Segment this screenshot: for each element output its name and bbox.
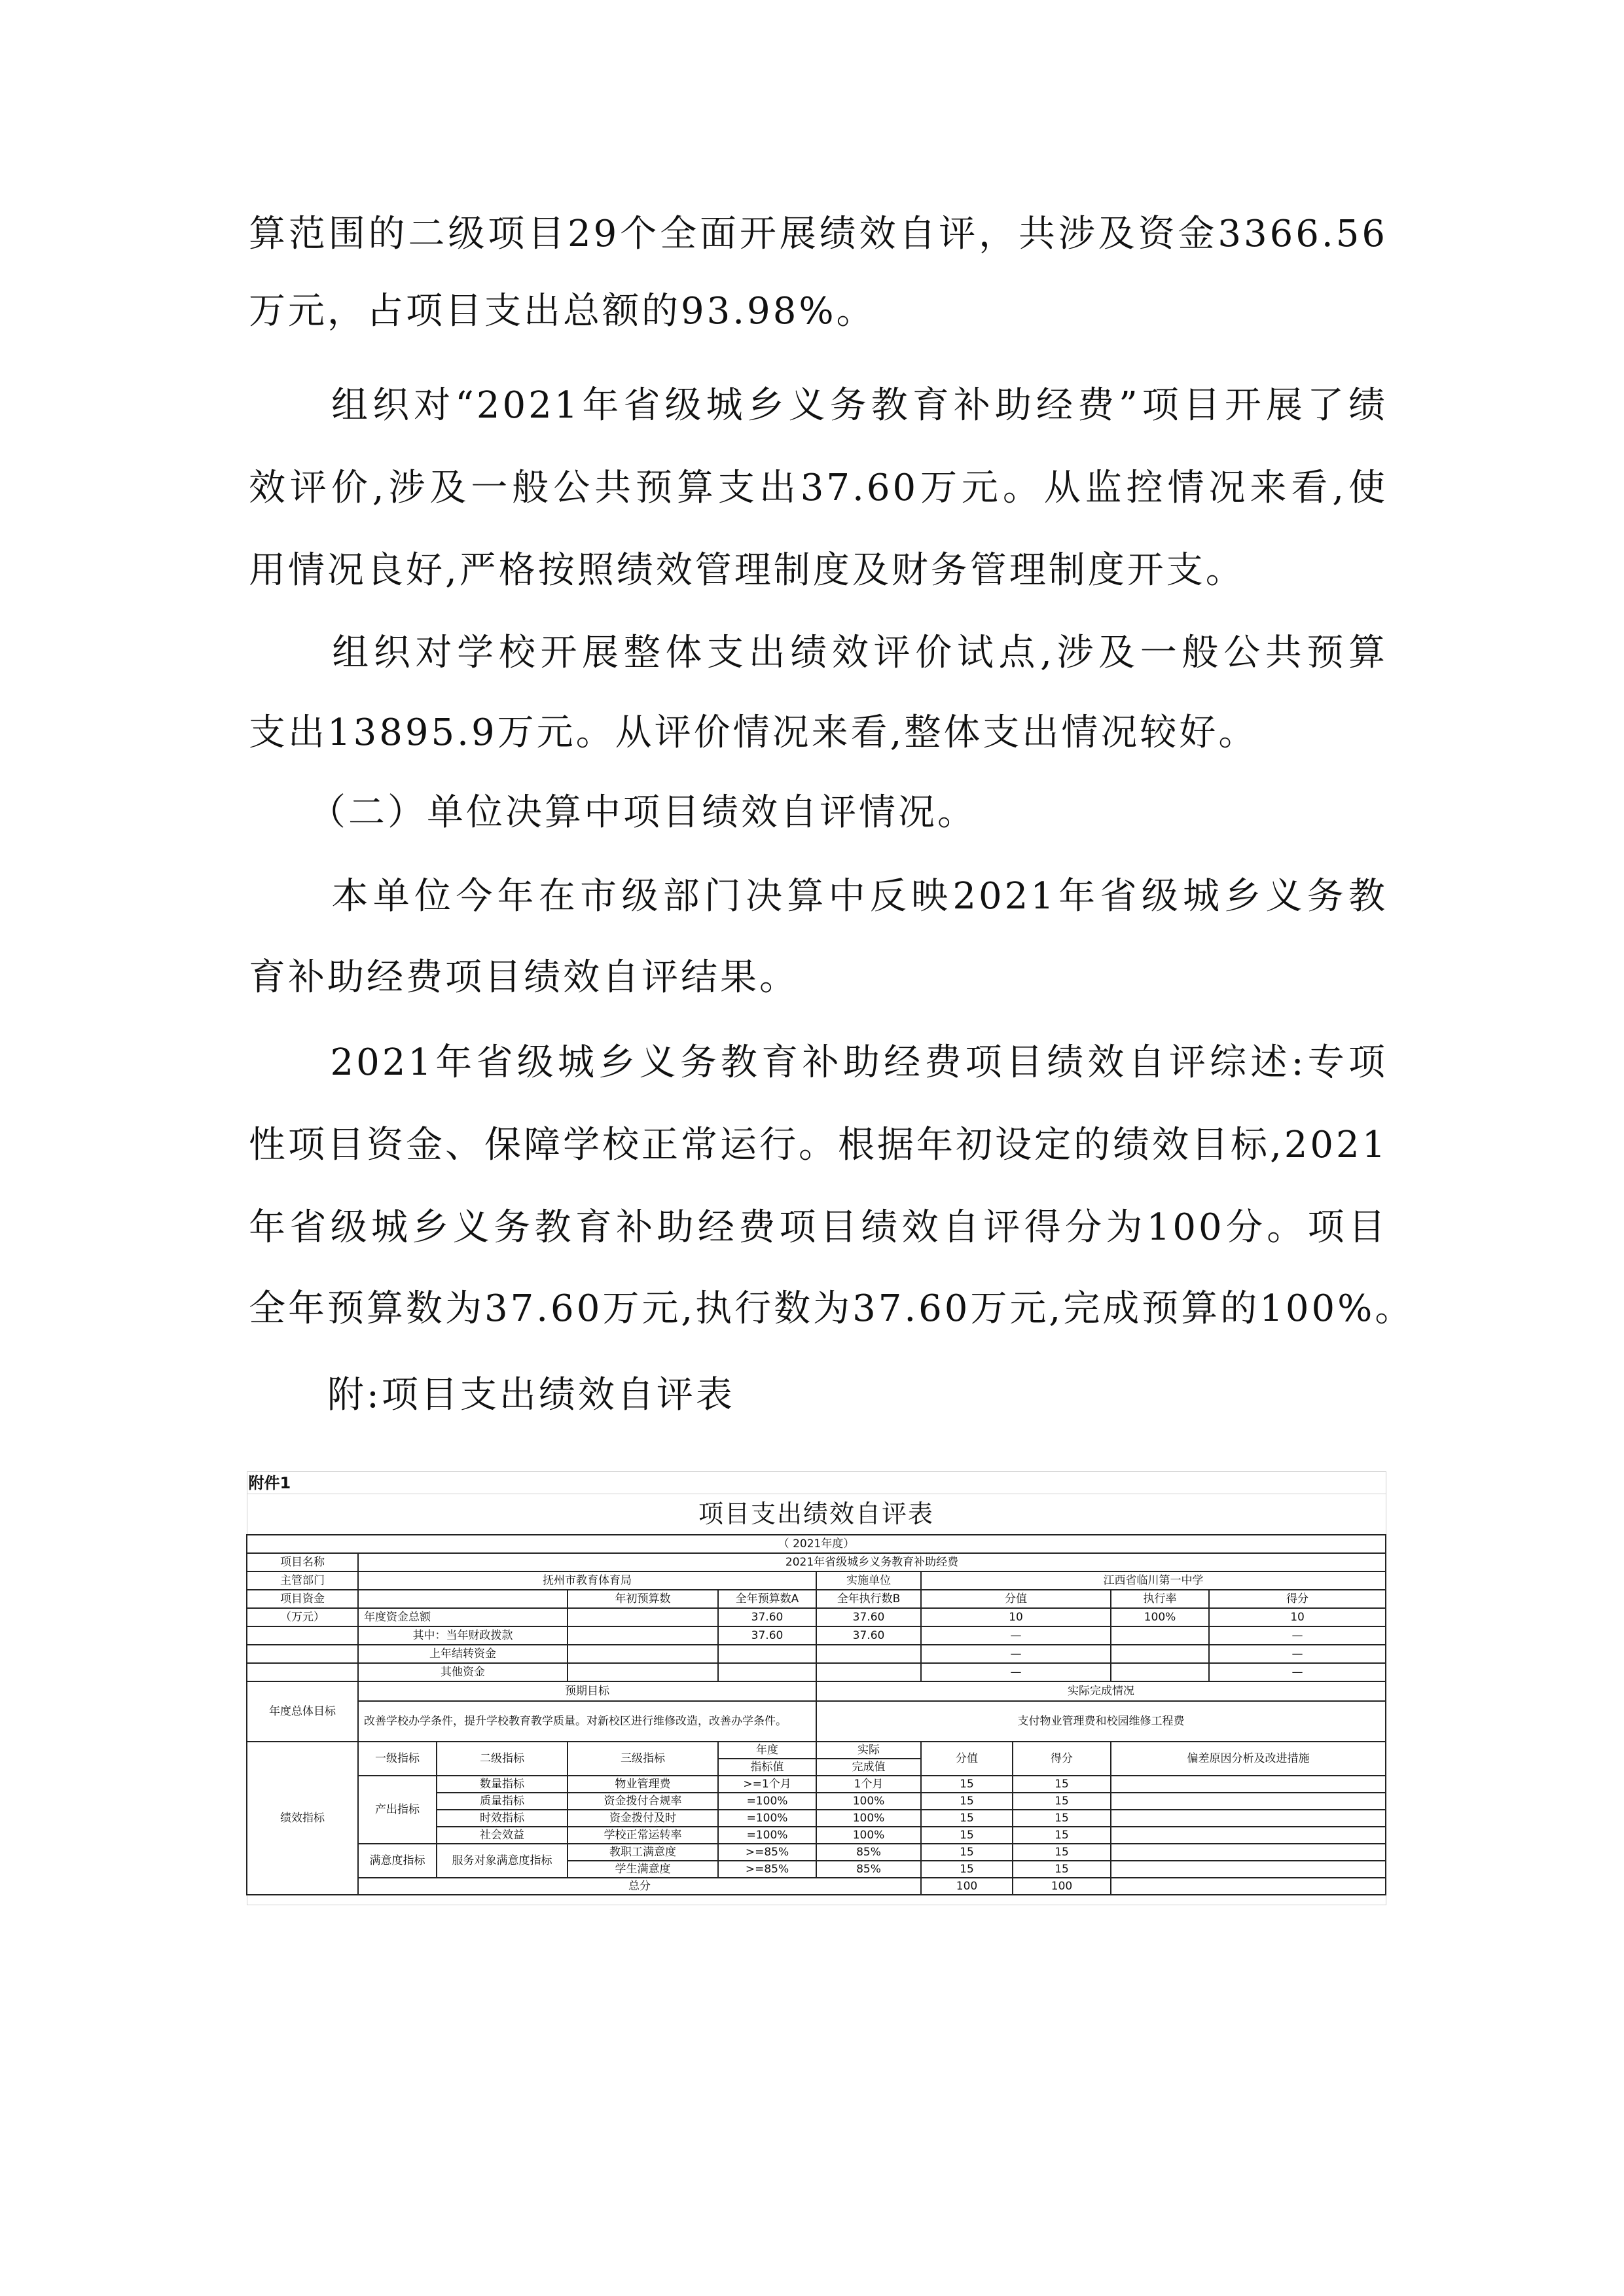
actual-completion: 支付物业管理费和校园维修工程费 bbox=[816, 1701, 1386, 1742]
header-level1: 一级指标 bbox=[358, 1742, 437, 1776]
table-title: 项目支出绩效自评表 bbox=[247, 1494, 1386, 1535]
fund-full-exec bbox=[816, 1645, 921, 1663]
indicator-target: >=85% bbox=[718, 1844, 816, 1861]
indicator-level3: 资金拨付合规率 bbox=[568, 1793, 718, 1810]
dept-value: 抚州市教育体育局 bbox=[358, 1571, 816, 1590]
indicator-level2: 时效指标 bbox=[437, 1810, 568, 1827]
indicator-actual: 100% bbox=[816, 1810, 921, 1827]
header-score: 得分 bbox=[1013, 1742, 1111, 1776]
indicator-score: 15 bbox=[1013, 1844, 1111, 1861]
project-name-value: 2021年省级城乡义务教育补助经费 bbox=[358, 1553, 1386, 1571]
fund-exec-rate bbox=[1111, 1663, 1209, 1681]
indicator-target: =100% bbox=[718, 1827, 816, 1844]
col-initial-budget: 年初预算数 bbox=[568, 1590, 718, 1608]
total-score: 100 bbox=[1013, 1878, 1111, 1895]
paragraph-line: 效评价,涉及一般公共预算支出37.60万元。从监控情况来看,使 bbox=[249, 467, 1388, 509]
indicator-actual: 100% bbox=[816, 1827, 921, 1844]
paragraph-line: 年省级城乡义务教育补助经费项目绩效自评得分为100分。项目 bbox=[249, 1206, 1388, 1249]
paragraph-line: 万元，占项目支出总额的93.98%。 bbox=[249, 290, 876, 332]
header-level2: 二级指标 bbox=[437, 1742, 568, 1776]
paragraph-line: 2021年省级城乡义务教育补助经费项目绩效自评综述:专项 bbox=[249, 1041, 1388, 1084]
funds-label: 项目资金 bbox=[247, 1590, 358, 1608]
fund-exec-rate: 100% bbox=[1111, 1608, 1209, 1626]
indicator-score: 15 bbox=[1013, 1827, 1111, 1844]
indicator-level3: 学校正常运转率 bbox=[568, 1827, 718, 1844]
fund-full-exec: 37.60 bbox=[816, 1608, 921, 1626]
dept-label: 主管部门 bbox=[247, 1571, 358, 1590]
fund-score: — bbox=[1209, 1663, 1386, 1681]
fund-score: — bbox=[1209, 1645, 1386, 1663]
indicator-score-value: 15 bbox=[921, 1776, 1013, 1793]
header-target-1: 年度 bbox=[718, 1742, 816, 1759]
col-score-value: 分值 bbox=[921, 1590, 1111, 1608]
indicator-score-value: 15 bbox=[921, 1844, 1013, 1861]
fund-full-budget bbox=[718, 1645, 816, 1663]
fund-row-label: 年度资金总额 bbox=[358, 1608, 568, 1626]
actual-label: 实际完成情况 bbox=[816, 1681, 1386, 1701]
indicator-score: 15 bbox=[1013, 1793, 1111, 1810]
paragraph-line: 附:项目支出绩效自评表 bbox=[249, 1374, 735, 1416]
paragraph-line: 本单位今年在市级部门决算中反映2021年省级城乡义务教 bbox=[249, 875, 1388, 918]
fund-full-budget: 37.60 bbox=[718, 1626, 816, 1645]
paragraph-line: 支出13895.9万元。从评价情况来看,整体支出情况较好。 bbox=[249, 711, 1258, 754]
indicator-target: >=1个月 bbox=[718, 1776, 816, 1793]
fund-score: 10 bbox=[1209, 1608, 1386, 1626]
indicator-score-value: 15 bbox=[921, 1793, 1013, 1810]
indicator-level3: 教职工满意度 bbox=[568, 1844, 718, 1861]
header-level3: 三级指标 bbox=[568, 1742, 718, 1776]
col-exec-rate: 执行率 bbox=[1111, 1590, 1209, 1608]
impl-unit-label: 实施单位 bbox=[816, 1571, 921, 1590]
indicator-target: =100% bbox=[718, 1810, 816, 1827]
indicator-score: 15 bbox=[1013, 1810, 1111, 1827]
impl-unit-value: 江西省临川第一中学 bbox=[921, 1571, 1386, 1590]
fund-score-value: — bbox=[921, 1626, 1111, 1645]
total-label: 总分 bbox=[358, 1878, 921, 1895]
expected-goal: 改善学校办学条件，提升学校教育教学质量。对新校区进行维修改造，改善办学条件。 bbox=[358, 1701, 816, 1742]
fund-initial bbox=[568, 1663, 718, 1681]
service-satisfaction-label: 服务对象满意度指标 bbox=[437, 1844, 568, 1878]
col-score: 得分 bbox=[1209, 1590, 1386, 1608]
indicator-level3: 资金拨付及时 bbox=[568, 1810, 718, 1827]
indicator-target: =100% bbox=[718, 1793, 816, 1810]
paragraph-line: 育补助经费项目绩效自评结果。 bbox=[249, 956, 799, 999]
header-actual-1: 实际 bbox=[816, 1742, 921, 1759]
indicator-target: >=85% bbox=[718, 1861, 816, 1878]
performance-self-evaluation-table bbox=[246, 1471, 1385, 2015]
fund-initial bbox=[568, 1626, 718, 1645]
paragraph-line: 用情况良好,严格按照绩效管理制度及财务管理制度开支。 bbox=[249, 549, 1245, 592]
fund-score-value: — bbox=[921, 1663, 1111, 1681]
indicator-score-value: 15 bbox=[921, 1827, 1013, 1844]
indicator-score-value: 15 bbox=[921, 1810, 1013, 1827]
header-deviation: 偏差原因分析及改进措施 bbox=[1111, 1742, 1386, 1776]
indicator-level2: 数量指标 bbox=[437, 1776, 568, 1793]
indicator-actual: 100% bbox=[816, 1793, 921, 1810]
annual-goal-label: 年度总体目标 bbox=[247, 1681, 358, 1742]
indicator-level3: 物业管理费 bbox=[568, 1776, 718, 1793]
perf-indicators-label: 绩效指标 bbox=[247, 1742, 358, 1895]
indicator-score-value: 15 bbox=[921, 1861, 1013, 1878]
indicator-actual: 85% bbox=[816, 1861, 921, 1878]
output-indicators-label: 产出指标 bbox=[358, 1776, 437, 1844]
indicator-level2: 社会效益 bbox=[437, 1827, 568, 1844]
paragraph-line: 全年预算数为37.60万元,执行数为37.60万元,完成预算的100%。 bbox=[249, 1287, 1415, 1330]
paragraph-line: 性项目资金、保障学校正常运行。根据年初设定的绩效目标,2021 bbox=[249, 1124, 1388, 1166]
fund-exec-rate bbox=[1111, 1626, 1209, 1645]
project-name-label: 项目名称 bbox=[247, 1553, 358, 1571]
fund-score-value: — bbox=[921, 1645, 1111, 1663]
satisfaction-indicators-label: 满意度指标 bbox=[358, 1844, 437, 1878]
expected-goal-label: 预期目标 bbox=[358, 1681, 816, 1701]
fund-score-value: 10 bbox=[921, 1608, 1111, 1626]
header-score-value: 分值 bbox=[921, 1742, 1013, 1776]
header-actual-2: 完成值 bbox=[816, 1759, 921, 1776]
indicator-level2: 质量指标 bbox=[437, 1793, 568, 1810]
fund-initial bbox=[568, 1645, 718, 1663]
paragraph-line: 组织对“2021年省级城乡义务教育补助经费”项目开展了绩 bbox=[249, 384, 1388, 427]
fund-score: — bbox=[1209, 1626, 1386, 1645]
fund-initial bbox=[568, 1608, 718, 1626]
funds-unit: （万元） bbox=[247, 1608, 358, 1626]
col-full-budget: 全年预算数A bbox=[718, 1590, 816, 1608]
indicator-score: 15 bbox=[1013, 1776, 1111, 1793]
fund-exec-rate bbox=[1111, 1645, 1209, 1663]
fund-full-budget: 37.60 bbox=[718, 1608, 816, 1626]
fund-full-exec: 37.60 bbox=[816, 1626, 921, 1645]
fund-full-budget bbox=[718, 1663, 816, 1681]
indicator-score: 15 bbox=[1013, 1861, 1111, 1878]
total-score-value: 100 bbox=[921, 1878, 1013, 1895]
paragraph-line: 算范围的二级项目29个全面开展绩效自评，共涉及资金3366.56 bbox=[249, 213, 1388, 255]
section-heading: （二）单位决算中项目绩效自评情况。 bbox=[249, 791, 977, 834]
annex-label: 附件1 bbox=[247, 1472, 1386, 1494]
table-year: （ 2021年度） bbox=[247, 1535, 1386, 1553]
header-target-2: 指标值 bbox=[718, 1759, 816, 1776]
fund-full-exec bbox=[816, 1663, 921, 1681]
indicator-actual: 85% bbox=[816, 1844, 921, 1861]
fund-row-label: 其他资金 bbox=[358, 1663, 568, 1681]
fund-row-label: 其中：当年财政拨款 bbox=[358, 1626, 568, 1645]
indicator-level3: 学生满意度 bbox=[568, 1861, 718, 1878]
indicator-actual: 1个月 bbox=[816, 1776, 921, 1793]
fund-row-label: 上年结转资金 bbox=[358, 1645, 568, 1663]
col-full-exec: 全年执行数B bbox=[816, 1590, 921, 1608]
paragraph-line: 组织对学校开展整体支出绩效评价试点,涉及一般公共预算 bbox=[249, 632, 1388, 674]
